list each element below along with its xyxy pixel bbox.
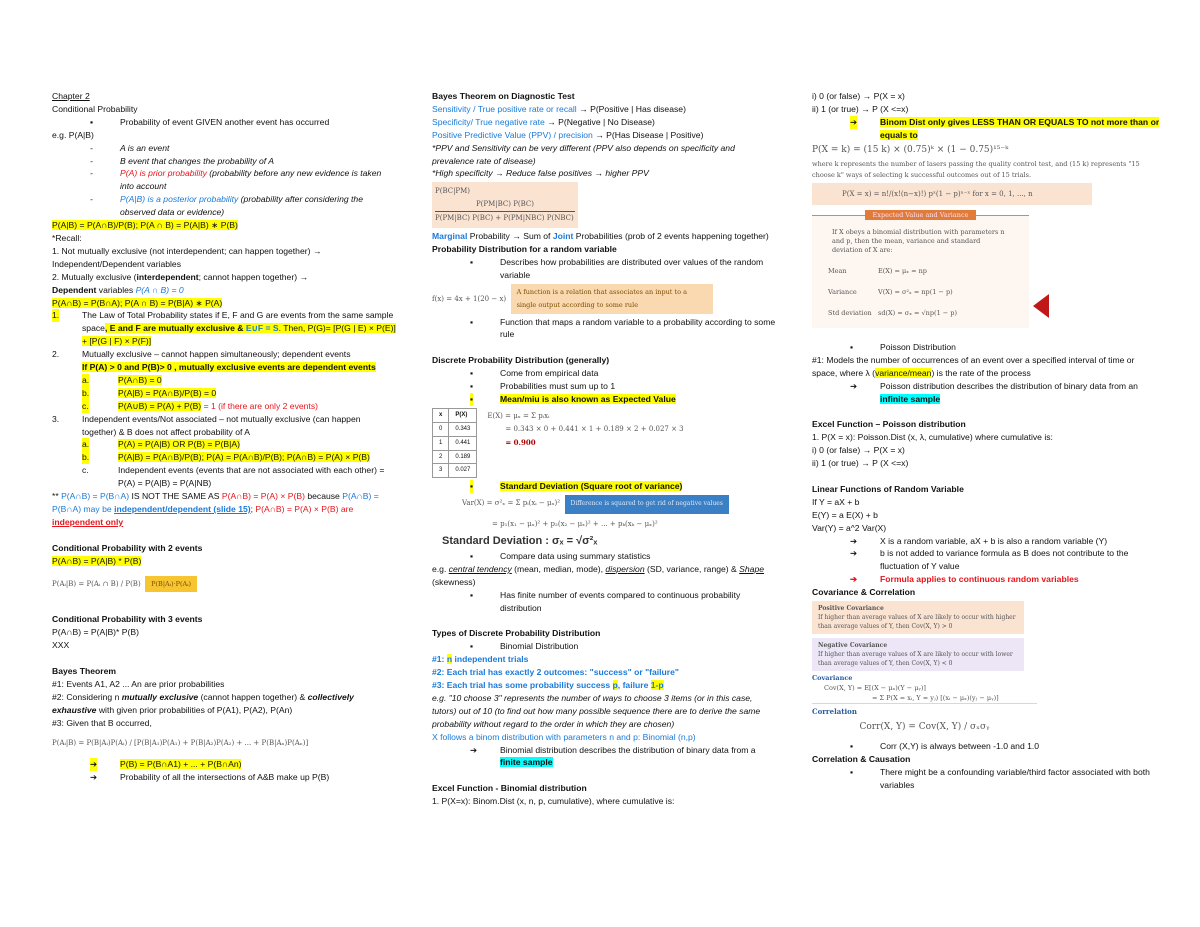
text: Probability of all the intersections of A&B make up P(B) [120, 772, 330, 783]
text: → P(Has Disease | Positive) [592, 129, 704, 140]
text: 2 [433, 450, 449, 464]
text: If higher than average values of X are likely to occur with higher than average values of Y, then Cov(X, Y) > 0 [818, 614, 1016, 631]
text: Has finite number of events compared to continuous probability distribution [500, 589, 741, 613]
list-item: 2. Mutually exclusive – cannot happen simultaneously; dependent events If P(A) > 0 and P(B)> 0 , mutually exclusive events are dependent events [52, 349, 376, 373]
text: Std deviation [828, 309, 872, 318]
text: P(X) [449, 408, 477, 422]
text: If X obeys a binomial distribution with parameters n and p, then the mean, variance and standard deviation of X are: [832, 228, 1005, 255]
formula-note-image: where k represents the number of lasers passing the quality control test, and (15 k) represents "15 choose k" ways of selecting k successful outcomes out of 15 trials. [812, 159, 1140, 179]
text: 0.027 [449, 464, 477, 478]
text: 0.189 [449, 450, 477, 464]
text [812, 354, 1162, 380]
correlation-formula-image [812, 706, 1037, 738]
text: V(X) = σ²ₓ = np(1 − p) [878, 288, 953, 297]
text: Describes how probabilities are distributed over values of the random variable [500, 256, 764, 280]
text: ➔ [850, 380, 858, 391]
text: X is a random variable, aX + b is also a random variable (Y) [880, 535, 1108, 546]
text: because [304, 491, 343, 502]
text: P(BC|PM) [435, 187, 471, 196]
text: finite sample [500, 757, 553, 768]
text: *Recall: [52, 232, 82, 243]
text: Probabilities must sum up to 1 [500, 381, 616, 392]
section-heading: Conditional Probability [52, 103, 138, 114]
text: 0.343 [449, 422, 477, 436]
list-item: b. P(A|B) = P(A∩B)/P(B); P(A) = P(A∩B)/P(B); P(A∩B) = P(A) × P(B) [82, 452, 370, 463]
text: If higher than average values of X are likely to occur with lower than average values of Y, then Cov(X, Y) < 0 [818, 651, 1013, 668]
text: variables [96, 284, 136, 295]
text: = 0.343 × 0 + 0.441 × 1 + 0.189 × 2 + 0.027 × 3 [505, 424, 684, 433]
text: ▪ [850, 740, 854, 751]
formula-callout: A function is a relation that associates an input to a single output according to some rule [511, 284, 713, 314]
text: Poisson Distribution [880, 341, 956, 352]
text: If P(A) > 0 and P(B)> 0 , mutually exclusive events are dependent events [82, 362, 376, 373]
text: P(A) = P(A|B) OR P(B) = P(B|A) [118, 439, 240, 450]
list-item: a. P(A) = P(A|B) OR P(B) = P(B|A) [82, 439, 240, 450]
text: ; [250, 504, 256, 514]
positive-covariance-box [812, 601, 1024, 634]
text: independent only [52, 516, 124, 527]
text: XXX [52, 640, 70, 651]
text: Compare data using summary statistics [500, 550, 651, 561]
text: Dependent [52, 284, 97, 295]
formula: P(A∩B) = P(A|B)* P(B) [52, 627, 139, 638]
text [52, 271, 397, 297]
text: Positive Covariance [818, 605, 884, 613]
text: b is not added to variance formula as B does not contribute to the fluctuation of Y value [880, 548, 1129, 572]
text: Independent events (events that are not associated with each other) = P(A) = P(A|B) = P(A|NB) [118, 465, 385, 489]
list-item [812, 766, 1162, 792]
text: 1. Not mutually exclusive (not interdependent; can happen together) → Independent/Dependent variables [52, 245, 322, 269]
text: ▪ [470, 381, 474, 392]
text: independent/dependent (slide 15) [114, 504, 251, 514]
red-pointer-icon [1033, 294, 1049, 318]
list-item: - B event that changes the probability of A [90, 155, 274, 166]
text: infinite sample [880, 393, 941, 404]
text: 1. P(X = x): Poisson.Dist (x, λ, cumulative) where cumulative is: [812, 432, 1053, 443]
text: ** [52, 491, 62, 502]
list-item: c. P(A∪B) = P(A) + P(B) = 1 (if there are only 2 events) [82, 400, 318, 411]
section-heading: Types of Discrete Probability Distribution [432, 628, 601, 639]
text: P(A∩B) = 0 [118, 374, 162, 385]
section-heading: Conditional Probability with 2 events [52, 542, 203, 553]
text: P(A) is prior probability [120, 168, 207, 179]
text: A is an event [120, 142, 170, 153]
text: sd(X) = σₓ = √np(1 − p) [878, 309, 957, 318]
text: 0.441 [449, 436, 477, 450]
text: P(B) = P(B∩A1) + ... + P(B∩An) [120, 759, 242, 770]
text: If Y = aX + b [812, 496, 860, 507]
text: ii) 1 (or true) → P (X <=x) [812, 458, 909, 469]
section-heading: Correlation & Causation [812, 753, 911, 764]
text: B event that changes the probability of A [120, 155, 274, 166]
text: central tendency [448, 563, 512, 574]
text: ▪ [470, 550, 474, 561]
text: ) is the rate of the process [931, 367, 1031, 378]
text: 1-p [650, 680, 664, 691]
list-item [52, 116, 397, 129]
text: E∪F = S [245, 323, 279, 334]
text: Expected Value and Variance [865, 210, 977, 220]
binomial-moments-box [812, 211, 1029, 328]
bullet-icon: ▪ [90, 116, 94, 127]
formula: P(A|B) = P(A∩B)/P(B); P(A ∩ B) = P(A|B) ∗ P(B) [52, 220, 238, 231]
text: P(PM|BC) P(BC) + P(PM|NBC) P(NBC) [435, 214, 574, 223]
text [432, 103, 777, 116]
list-item [52, 758, 397, 771]
probability-table [432, 408, 477, 479]
text [52, 691, 397, 717]
text: e.g. "10 choose 3" represents the number of ways to choose 3 items (or in this case, tutors) out of 10 (to find out how many possible sequence there are to derive the same probability without regard to the order in which they are chosen) [432, 692, 761, 729]
formula: P(A∩B) = P(A|B) * P(B) [52, 555, 142, 566]
text: Negative Covariance [818, 642, 888, 650]
section-heading: Covariance & Correlation [812, 587, 916, 598]
text: Var(X) = σ²ₓ = Σ pᵢ(xᵢ − μₓ)² [462, 499, 561, 508]
binomial-formula-image: P(X = k) = (15 k) × (0.75)ᵏ × (1 − 0.75)¹⁵⁻ᵏ [812, 144, 1009, 155]
list-item [432, 744, 777, 770]
text: Function that maps a random variable to a probability according to some rule [500, 316, 776, 340]
negative-covariance-box [812, 638, 1024, 671]
bayes-formula-image: P(Aᵢ|B) = P(B|Aᵢ)P(Aᵢ) / [P(B|A₁)P(A₁) + P(B|A₂)P(A₂) + ... + P(B|Aₙ)P(Aₙ)] [52, 739, 309, 748]
formula: P(A∩B) = P(B∩A); P(A ∩ B) = P(B|A) ∗ P(A) [52, 297, 223, 308]
text: ▪ [470, 368, 474, 379]
text: , E and F are mutually exclusive & [104, 323, 246, 334]
list-item: c. Independent events (events that are not associated with each other) = P(A) = P(A|B) = P(A|NB) [82, 465, 385, 489]
text: i) 0 (or false) → P(X = x) [812, 445, 905, 456]
text: ➔ [850, 574, 858, 585]
section-heading: Bayes Theorem [52, 665, 117, 676]
note [52, 490, 397, 529]
text: P(A∪B) = P(A) + P(B) [118, 400, 202, 411]
text: 3 [433, 464, 449, 478]
text: collectively exhaustive [52, 691, 354, 715]
list-item [432, 640, 777, 653]
list-item: 1. The Law of Total Probability states if E, F and G are events from the same sample space, E and F are mutually exclusive & E∪F = S. Then, P(G)= [P(G | E) × P(E)] + [P(G | F) × P(F)] [52, 310, 396, 347]
list-item [812, 740, 1162, 753]
list-item [52, 771, 397, 784]
text: Corr(X, Y) = Cov(X, Y) / σₓσᵧ [859, 721, 990, 732]
text: Binom Dist only gives LESS THAN OR EQUALS TO not more than or equals to [880, 116, 1160, 140]
text: #1: Models the number of occurrences of an event over a specified interval of time or space, where λ ( [812, 354, 1135, 378]
note: *High specificity → Reduce false positives → higher PPV [432, 168, 649, 179]
text: (skewness) [432, 576, 476, 587]
text: E(Y) = a E(X) + b [812, 509, 878, 520]
text: ▪ [850, 766, 854, 777]
text: ➔ [850, 535, 858, 546]
text: Sensitivity / True positive rate or recall [432, 103, 577, 114]
text: (SD, variance, range) & [644, 563, 740, 574]
chapter-heading: Chapter 2 [52, 91, 90, 101]
section-heading: Probability Distribution for a random variable [432, 243, 617, 254]
text: #3: Each trial has some probability success [432, 680, 613, 691]
column-2 [432, 90, 777, 808]
text: Correlation [812, 707, 857, 717]
text: f(x) = 4x + 1(20 − x) [432, 294, 507, 303]
text: The Law of Total Probability states if E, F and G are events from the same sample space [82, 310, 394, 334]
text: mutually exclusive [121, 691, 199, 702]
text [432, 116, 777, 129]
text: , failure [617, 680, 651, 691]
list-item: 3. Independent events/Not associated – not mutually exclusive (can happen together) & B does not affect probability of A [52, 413, 361, 437]
text: → P(Negative | No Disease) [544, 116, 655, 127]
text: ▪ [470, 256, 474, 267]
text: ➔ [850, 548, 858, 559]
section-heading: Bayes Theorem on Diagnostic Test [432, 91, 575, 101]
text: Standard Deviation (Square root of variance) [500, 481, 683, 492]
text: Mean [828, 267, 847, 276]
expected-value-example [432, 408, 777, 479]
text: Formula applies to continuous random variables [880, 574, 1079, 585]
text: ➔ [470, 744, 478, 755]
text: X follows a binom distribution with parameters n and p: Binomial (n,p) [432, 731, 696, 742]
text: ii) 1 (or true) → P (X <=x) [812, 103, 909, 114]
formula-image [52, 570, 397, 599]
text: dispersion [605, 563, 645, 574]
std-dev-formula: Standard Deviation : σₓ = √σ²ₓ [442, 535, 598, 548]
list-item: a. P(A∩B) = 0 [82, 374, 162, 385]
text: P(A ∩ B) = 0 [135, 284, 184, 295]
arrow-icon: ➔ [90, 759, 98, 770]
column-1 [52, 90, 397, 784]
text: ▪ [470, 589, 474, 600]
text [432, 679, 777, 692]
text: ▪ [850, 341, 854, 352]
formula-image [432, 182, 578, 228]
text: ▪ [470, 641, 474, 652]
text: i) 0 (or false) → P(X = x) [812, 91, 905, 101]
list-item [432, 367, 777, 380]
text: P(A|B) = P(A∩B)/P(B) = 0 [118, 387, 217, 398]
list-item [432, 316, 777, 342]
text: = 1 (if there are only 2 events) [201, 400, 318, 411]
text: (probability after considering the observed data or evidence) [120, 194, 363, 218]
arrow-icon: ➔ [90, 772, 98, 783]
text: Shape [739, 563, 765, 574]
text: There might be a confounding variable/third factor associated with both variables [880, 766, 1150, 790]
text: Probability of event GIVEN another event has occurred [120, 116, 330, 127]
text: (probability before any new evidence is taken into account [120, 168, 382, 192]
list-item [432, 380, 777, 393]
text [432, 563, 777, 589]
variance-formula-image [432, 495, 777, 531]
text: Probabilities (prob of 2 events happening together) [573, 231, 769, 242]
text: Corr (X,Y) is always between -1.0 and 1.0 [880, 740, 1040, 751]
text: Independent events/Not associated – not mutually exclusive (can happen together) & B does not affect probability of A [82, 413, 361, 437]
text: = Σ P(X = xᵢ, Y = yⱼ) [(xᵢ − μₓ)(yⱼ − μᵧ)] [872, 694, 999, 703]
list-item [432, 256, 777, 282]
text: Cov(X, Y) = E[(X − μₓ)(Y − μᵧ)] [824, 684, 926, 693]
binomial-pmf-image: P(X = x) = n!/(x!(n−x)!) pˣ(1 − p)ⁿ⁻ˣ for x = 0, 1, ..., n [812, 183, 1092, 206]
text: e.g. [432, 563, 449, 574]
list-item: - A is an event [90, 142, 170, 153]
text: variance/mean [875, 367, 932, 378]
list-item [812, 573, 1162, 586]
text: Poisson distribution describes the distribution of binary data from an [880, 380, 1138, 391]
text: IS NOT THE SAME AS [129, 491, 222, 502]
text: → P(Positive | Has disease) [576, 103, 686, 114]
text: ▪ [470, 393, 474, 404]
text: (mean, median, mode), [511, 563, 606, 574]
formula-callout: Difference is squared to get rid of negative values [565, 495, 729, 514]
text: P(PM|BC) P(BC) [435, 198, 575, 212]
text: P(A∩B) = P(A) × P(B) are [255, 504, 354, 514]
text: independent trials [452, 654, 529, 665]
list-item [812, 380, 1162, 406]
section-heading: Conditional Probability with 3 events [52, 614, 203, 625]
section-heading: Linear Functions of Random Variable [812, 483, 964, 494]
text: P(A∩B) = P(B∩A) may be [52, 491, 379, 514]
text: p [612, 680, 618, 691]
text: Var(Y) = a^2 Var(X) [812, 522, 887, 533]
text: e.g. P(A|B) [52, 129, 94, 140]
text: x [433, 408, 449, 422]
list-item [812, 341, 1162, 354]
text: Come from empirical data [500, 368, 599, 379]
text: Positive Predictive Value (PPV) / precision [432, 129, 593, 140]
text: Variance [828, 288, 857, 297]
text: Joint [552, 231, 574, 242]
list-item [432, 550, 777, 563]
text: Covariance [812, 674, 853, 683]
text: Binomial Distribution [500, 641, 579, 652]
text: with given prior probabilities of P(A1), P(A2), P(An) [96, 704, 293, 715]
text: P(A∩B) = P(A) × P(B) [221, 491, 305, 502]
text: Probability → Sum of [467, 231, 553, 242]
list-item [812, 116, 1162, 142]
list-item [432, 589, 777, 615]
list-item [432, 393, 777, 406]
text: 2. Mutually exclusive ( [52, 271, 137, 282]
text [432, 653, 777, 666]
text [432, 230, 777, 243]
text: 1 [433, 436, 449, 450]
text: interdependent [136, 271, 199, 282]
list-item [432, 480, 777, 493]
text: Mean/miu is also known as Expected Value [500, 393, 676, 404]
section-heading: Excel Function – Poisson distribution [812, 419, 966, 430]
text: ▪ [470, 316, 474, 327]
formula-image [432, 284, 777, 314]
text: ▪ [470, 481, 474, 492]
text: . Then, P(G)= [P(G | E) × P(E)] + [P(G | F) × P(F)] [82, 323, 396, 347]
text: P(A|B) = P(A∩B)/P(B); P(A) = P(A∩B)/P(B); P(A∩B) = P(A) × P(B) [118, 452, 370, 463]
list-item [812, 535, 1162, 548]
text: #1: Events A1, A2 ... An are prior probabilities [52, 678, 225, 689]
text: #2: Each trial has exactly 2 outcomes: "success" or "failure" [432, 667, 680, 678]
text: E(X) = μₓ = Σ pᵢxᵢ [487, 411, 550, 420]
list-item: - P(A) is prior probability (probability before any new evidence is taken into account [90, 168, 382, 192]
column-3 [812, 90, 1162, 791]
text: #3: Given that B occurred, [52, 717, 152, 728]
text: ➔ [850, 116, 858, 127]
text: Marginal [432, 231, 468, 242]
text: n [446, 654, 453, 665]
text: #1: [432, 654, 447, 665]
list-item: - P(A|B) is a posterior probability (probability after considering the observed data or evidence) [90, 194, 363, 218]
text: Binomial distribution describes the distribution of binary data from a [500, 744, 756, 755]
covariance-formula-image [812, 673, 1037, 704]
text: = 0.900 [505, 437, 536, 447]
text: = p₁(x₁ − μₓ)² + p₂(x₂ − μₓ)² + ... + pₖ(xₖ − μₓ)² [492, 520, 658, 529]
text: Mutually exclusive – cannot happen simultaneously; dependent events [82, 349, 351, 360]
text [432, 129, 777, 142]
text: 1. P(X=x): Binom.Dist (x, n, p, cumulative), where cumulative is: [432, 796, 675, 807]
section-heading: Discrete Probability Distribution (generally) [432, 355, 610, 366]
note: *PPV and Sensitivity can be very different (PPV also depends on specificity and prevalence rate of disease) [432, 142, 735, 166]
text: Specificity/ True negative rate [432, 116, 545, 127]
list-item [812, 547, 1162, 573]
list-item: b. P(A|B) = P(A∩B)/P(B) = 0 [82, 387, 217, 398]
text: 0 [433, 422, 449, 436]
formula-callout: P(B|Aᵢ)·P(Aᵢ) [145, 576, 197, 593]
text: P(A∩B) = P(B∩A) [61, 491, 130, 502]
text: #2: Considering n [52, 691, 122, 702]
text: E(X) = μₓ = np [878, 267, 927, 276]
text: P(Aᵢ|B) = P(Aᵢ ∩ B) / P(B) [52, 579, 141, 588]
text: ; cannot happen together) → [198, 271, 309, 282]
text: (cannot happen together) & [198, 691, 308, 702]
section-heading: Excel Function - Binomial distribution [432, 783, 587, 794]
text: P(A|B) is a posterior probability [120, 194, 239, 205]
